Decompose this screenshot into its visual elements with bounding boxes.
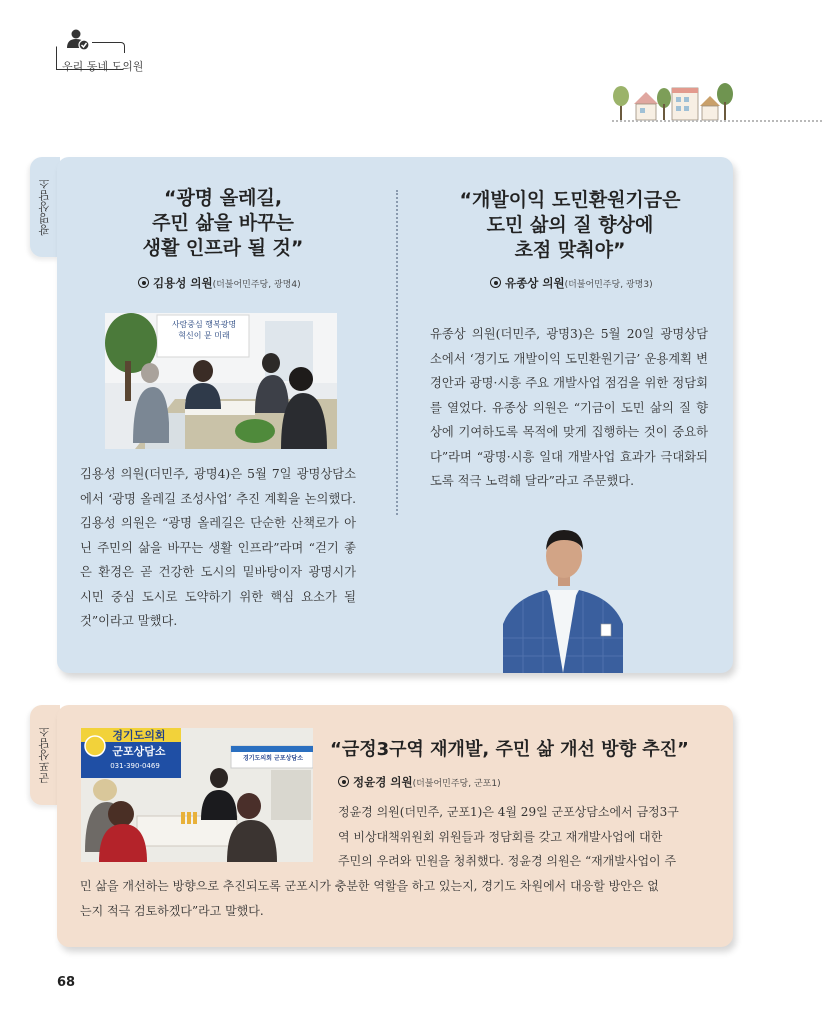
article-text-line: 역 비상대책위원회 위원들과 정담회를 갖고 재개발사업에 대한 [338,829,663,844]
headline-line: “광명 올레길, [163,187,283,209]
member-affiliation: (더불어민주당, 광명3) [564,280,653,290]
right-headline [432,188,708,263]
member-affiliation: (더불어민주당, 광명4) [212,280,301,290]
header-dotted-rule [612,120,822,122]
photo-sign [163,319,245,341]
right-byline [490,275,653,291]
article-text-line: 주민의 우려와 민원을 청취했다. 정윤경 의원은 “재개발사업이 주 [338,854,677,868]
photo-sign-line: 사람중심 행복광명 [171,320,237,329]
gunpo-byline [338,774,501,790]
member-affiliation: (더불어민주당, 군포1) [412,779,501,789]
bullet-icon [138,277,149,288]
photo-banner-subtitle: 군포상담소 [112,745,166,758]
meeting-photo-gunpo [81,728,313,862]
left-byline [138,275,301,291]
article-text-line: 는지 적극 검토하겠다”라고 말했다. [80,903,264,918]
member-name: 유종상 의원 [505,276,565,290]
tab-label: 광명상담소 [38,178,51,236]
left-headline [110,186,336,261]
headline-line: “금정3구역 재개발, 주민 삶 개선 방향 추진” [330,739,689,760]
member-name: 김용성 의원 [153,276,213,290]
page-number: 68 [57,975,76,990]
section-title: 우리 동네 도의원 [62,60,144,73]
meeting-photo-gwangmyeong [105,313,337,449]
article-text: 유종상 의원(더민주, 광명3)은 5월 20일 광명상담소에서 ‘경기도 개발이익 도민환원기금’ 운용계획 변경안과 광명·시흥 주요 개발사업 점검을 위한 정담회를 열었다. 유종상 의원은 “기금이 도민 삶의 질 향상에 기여하도록 목적에 맞게 집행하는 것이 중요하다”라며 “광명·시흥 일대 개발사업 효과가 극대화되도록 적극 노력해 달라”라고 주문했다. [430,327,708,488]
article-text-line: 민 삶을 개선하는 방향으로 추진되도록 군포시가 충분한 역할을 하고 있는지, 경기도 차원에서 대응할 방안은 없 [80,879,659,893]
photo-banner-title: 경기도의회 [112,729,166,742]
gunpo-headline [330,737,710,762]
photo-sign-small: 경기도의회 군포상담소 [242,755,304,762]
right-article-body [430,322,708,494]
tab-gunpo-office [30,705,60,805]
headline-line: 주민 삶을 바꾸는 [152,212,294,234]
headline-line: 초점 맞춰야” [514,239,626,261]
column-divider [396,190,398,515]
gunpo-article-body-bottom [80,874,720,923]
photo-sign-line: 혁신이 문 미래 [178,331,230,340]
houses-illustration-icon [612,82,822,124]
tab-gwangmyeong-office [30,157,60,257]
member-portrait-photo [503,520,623,673]
gunpo-article-body-top [338,800,710,874]
headline-line: 생활 인프라 될 것” [142,237,304,259]
bullet-icon [338,776,349,787]
article-text: 김용성 의원(더민주, 광명4)은 5월 7일 광명상담소에서 ‘광명 올레길 조성사업’ 추진 계획을 논의했다. 김용성 의원은 “광명 올레길은 단순한 산책로가 아닌 주민의 삶을 바꾸는 생활 인프라”라며 “걷기 좋은 환경은 곧 건강한 도시의 밑바탕이자 광명시가 시민 중심 도시로 도약하기 위한 핵심 요소가 될 것”이라고 말했다. [80,467,356,628]
bullet-icon [490,277,501,288]
member-name: 정윤경 의원 [353,775,413,789]
headline-line: 도민 삶의 질 향상에 [486,214,654,236]
left-article-body [80,462,356,634]
headline-line: “개발이익 도민환원기금은 [459,189,681,211]
photo-banner-phone: 031-390-0469 [110,762,160,770]
tab-label: 군포상담소 [38,726,51,784]
article-text-line: 정윤경 의원(더민주, 군포1)은 4월 29일 군포상담소에서 금정3구 [338,805,679,819]
